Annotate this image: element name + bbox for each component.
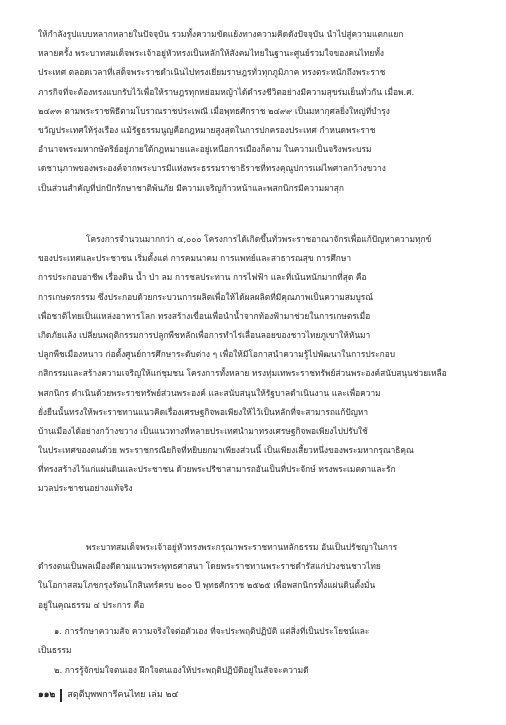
text-line: มวลประชาชนอย่างแท้จริง: [38, 483, 133, 494]
virtue-item-1-continuation: เป็นธรรม: [38, 645, 72, 655]
text-line: ประเทศ ตลอดเวลาที่เสด็จพระราชดำเนินไปทรงเยี่ยมราษฎรทั่วทุกภูมิภาค ทรงตระหนักถึงพระราช: [38, 67, 386, 78]
text-line: เดชานุภาพของพระองค์จากพระบารมีแห่งพระธรรมราชาธิราชที่ทรงคุณูปการแผ่ไพศาลกว้างขวาง: [38, 163, 386, 174]
paragraph-3: [38, 538, 474, 615]
text-line: ภารกิจที่จะต้องทรงแบกรับไว้เพื่อให้ราษฎรทุกหย่อมหญ้าได้ดำรงชีวิตอย่างมีความสุขร่มเย็นทั่วกัน เมื่อพ.ศ.: [38, 86, 415, 97]
text-line: ดำรงตนเป็นพลเมืองดีตามแนวพระพุทธศาสนา โดยพระราชทานพระราชดำรัสแก่ปวงชนชาวไทย: [38, 561, 381, 572]
paragraph-2: [38, 230, 474, 499]
text-line: อำนาจพระมหากษัตริย์อยู่ภายใต้กฎหมายและอยู่เหนือการเมืองก็ตาม ในความเป็นจริงพระบรม: [38, 144, 372, 155]
text-line: การเกษตรกรรม ซึ่งประกอบด้วยกระบวนการผลิตเพื่อให้ได้ผลผลิตที่มีคุณภาพเป็นความสมบูรณ์: [38, 291, 374, 302]
text-line: ยั่งยืนนั้นทรงให้พระราชทานแนวคิดเรื่องเศรษฐกิจพอเพียงให้ไว้เป็นหลักที่จะสามารถแก้ปัญหา: [38, 406, 369, 417]
text-line: ในประเทศของตนด้วย พระราชกรณียกิจที่หยิบยกมาเพียงส่วนนี้ เป็นเพียงเสี้ยวหนึ่งของพระมหากรุณาธิคุณ: [38, 445, 414, 456]
footer-divider: [60, 689, 62, 702]
text-line: ของประเทศและประชาชน เริ่มตั้งแต่ การคมนาคม การแพทย์และสาธารณสุข การศึกษา: [38, 253, 352, 264]
virtue-item-1: ๑. การรักษาความสัจ ความจริงใจต่อตัวเอง ที่จะประพฤติปฏิบัติ แต่สิ่งที่เป็นประโยชน์และ: [54, 626, 370, 636]
text-line: ที่ทรงสร้างไว้แก่แผ่นดินและประชาชน ด้วยพระปรีชาสามารถอันเป็นที่ประจักษ์ ทรงพระเมตตาและรัก: [38, 464, 396, 475]
text-line: ๒๔๙๓ ตามพระราชพิธีตามโบราณราชประเพณี เมื่อพุทธศักราช ๒๔๙๙ เป็นมหากุศลยิ่งใหญ่ที่บำรุง: [38, 105, 390, 116]
text-line: โครงการจำนวนมากกว่า ๔,๐๐๐ โครงการได้เกิดขึ้นทั่วพระราชอาณาจักรเพื่อแก้ปัญหาความทุกข์: [86, 234, 432, 244]
text-line: หลายครั้ง พระบาทสมเด็จพระเจ้าอยู่หัวทรงเป็นหลักให้สังคมไทยในฐานะศูนย์รวมใจของคนไทยทั้ง: [38, 48, 384, 59]
text-line: การประกอบอาชีพ เรื่องดิน น้ำ ป่า ลม การชลประทาน การไฟฟ้า และที่เน้นหนักมากที่สุด คือ: [38, 272, 367, 283]
text-line: เป็นส่วนสำคัญที่ปกปักรักษาชาติพ้นภัย มีความเจริญก้าวหน้าและพสกนิกรมีความผาสุก: [38, 182, 344, 193]
text-line: ขวัญประเทศให้รุ่งเรือง แม้รัฐธรรมนูญคือกฎหมายสูงสุดในการปกครองประเทศ กำหนดพระราช: [38, 124, 376, 135]
text-line: อยู่ในคุณธรรม ๔ ประการ คือ: [38, 599, 145, 610]
text-line: ปลูกพืชเมืองหนาว ก่อตั้งศูนย์การศึกษาระดับต่าง ๆ เพื่อให้มีโอกาสนำความรู้ไปพัฒนาในการประกอบ: [38, 349, 396, 360]
text-line: กสิกรรมและสร้างความเจริญให้แก่ชุมชน โครงการทั้งหลาย ทรงทุ่มเทพระราชทรัพย์ส่วนพระองค์สนับสนุนช่วยเหลือ: [38, 368, 447, 379]
text-line: เพื่อชาติไทยเป็นแหล่งอาหารโลก ทรงสร้างเขื่อนเพื่อนำน้ำจากท้องฟ้ามาช่วยในการเกษตรเมื่อ: [38, 310, 371, 321]
publication-title: สดุดีบุพพการีคนไทย เล่ม ๒๔: [67, 690, 179, 700]
text-line: ให้กำลังรูปแบบหลากหลายในปัจจุบัน รวมทั้งความขัดแย้งทางความคิดดังปัจจุบัน นำไปสู่ความแตกแยก: [38, 29, 404, 39]
paragraph-1: [38, 25, 474, 198]
page-number: ๑๑๒: [38, 690, 56, 700]
text-line: เกิดภัยแล้ง เปลี่ยนพฤติกรรมการปลูกพืชหลักเพื่อการทำไร่เลื่อนลอยของชาวไทยภูเขาให้หันมา: [38, 329, 371, 340]
text-line: พสกนิกร ดำเนินด้วยพระราชทรัพย์ส่วนพระองค์ และสนับสนุนให้รัฐบาลดำเนินงาน และเพื่อความ: [38, 387, 381, 398]
virtue-item-2: ๒. การรู้จักข่มใจตนเอง ฝึกใจตนเองให้ประพฤติปฏิบัติอยู่ในสัจจะความดี: [54, 665, 309, 675]
text-line: พระบาทสมเด็จพระเจ้าอยู่หัวทรงพระกรุณาพระราชทานหลักธรรม อันเป็นปรัชญาในการ: [86, 542, 398, 552]
text-line: บ้านเมืองได้อย่างกว้างขวาง เป็นแนวทางที่หลายประเทศนำมาทรงเศรษฐกิจพอเพียงไปปรับใช้: [38, 425, 368, 436]
text-line: ในโอกาสสมโภชกรุงรัตนโกสินทร์ครบ ๒๐๐ ปี พุทธศักราช ๒๕๒๕ เพื่อพสกนิกรทั้งแผ่นดินตั้งมั่น: [38, 580, 376, 591]
page-footer: [38, 688, 178, 702]
